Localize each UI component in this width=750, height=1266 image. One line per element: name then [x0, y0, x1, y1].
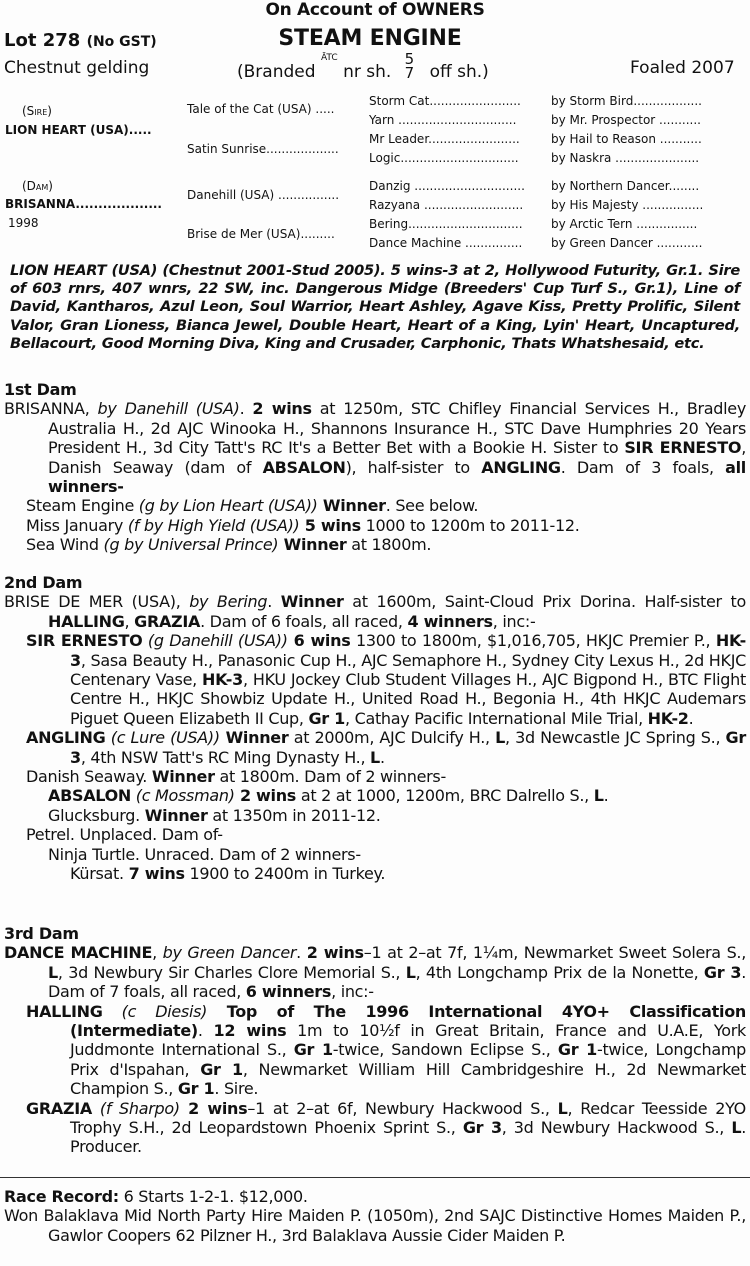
brand-mark-icon: ĀTC — [320, 53, 338, 63]
race-record-summary: Race Record: 6 Starts 1-2-1. $12,000. — [4, 1187, 308, 1206]
horse-name: STEAM ENGINE — [278, 26, 462, 51]
ggp-name: Mr Leader........................ — [369, 132, 520, 146]
third-dam-section — [4, 924, 746, 1157]
foaled-year: Foaled 2007 — [630, 58, 735, 78]
brand-info — [237, 50, 489, 86]
brand-prefix: (Branded — [237, 62, 316, 82]
ggp-by: by Arctic Tern ................ — [551, 217, 698, 231]
dam-label: (Dam) — [22, 179, 53, 193]
progeny-entry: Danish Seaway. Winner at 1800m. Dam of 2 winners- — [26, 767, 446, 787]
progeny-entry: Petrel. Unplaced. Dam of- — [26, 825, 223, 845]
brand-near-side: nr sh. — [343, 62, 392, 82]
dam-year: 1998 — [8, 216, 39, 230]
dam-paragraph: BRISANNA, by Danehill (USA). 2 wins at 1250m, STC Chifley Financial Services H., Bradley Australia H., 2d AJC Winooka H., Shannons Insurance H., STC Dave Humphries 20 Years President H., 3d City Tatt's RC It's a Better Bet with a Bookie H. Sister to SIR ERNESTO, Danish Seaway (dam of ABSALON), half-sister to ANGLING. Dam of 3 foals, all winners- — [4, 399, 746, 497]
ggp-name: Storm Cat........................ — [369, 94, 521, 108]
foal-entry: Miss January (f by High Yield (USA)) 5 wins 1000 to 1200m to 2011-12. — [26, 515, 580, 535]
pedigree-table — [0, 90, 750, 255]
first-dam-section — [4, 380, 746, 555]
section-heading: 1st Dam — [4, 380, 77, 399]
ggp-name: Yarn ............................... — [369, 113, 517, 127]
ggp-by: by Green Dancer ............ — [551, 236, 703, 250]
ggp-by: by Naskra ...................... — [551, 151, 700, 165]
sire-name: LION HEART (USA)..... — [5, 123, 152, 137]
sire-label: (Sire) — [22, 104, 52, 118]
progeny-entry: Glucksburg. Winner at 1350m in 2011-12. — [48, 805, 381, 825]
race-record-details: Won Balaklava Mid North Party Hire Maiden P. (1050m), 2nd SAJC Distinctive Homes Maiden P., Gawlor Coopers 62 Pilzner H., 3rd Balaklava Aussie Cider Maiden P. — [4, 1206, 746, 1245]
progeny-entry: SIR ERNESTO (g Danehill (USA)) 6 wins 1300 to 1800m, $1,016,705, HKJC Premier P., HK-3, Sasa Beauty H., Panasonic Cup H., AJC Semaphore H., Sydney City Lexus H., 2d HKJC Centenary Vase, HK-3, HKU Jockey Club Student Villages H., AJC Bigpond H., BTC Flight Centre H., HKJC Showbiz Update H., United Road H., Begonia H., 4th HKJC Audemars Piguet Queen Elizabeth II Cup, Gr 1, Cathay Pacific International Mile Trial, HK-2. — [26, 631, 746, 728]
progeny-entry: HALLING (c Diesis) Top of The 1996 International 4YO+ Classification (Intermediate). 12 wins 1m to 10½f in Great Britain, France and U.A.E, York Juddmonte International S., Gr 1-twice, Sandown Eclipse S., Gr 1-twice, Longchamp Prix d'Ispahan, Gr 1, Newmarket William Hill Cambridgeshire H., 2d Newmarket Champion S., Gr 1. Sire. — [26, 1001, 747, 1099]
grandsire-maternal: Danehill (USA) ................ — [187, 188, 340, 202]
ggp-by: by Mr. Prospector ........... — [551, 113, 701, 127]
brand-off-side: off sh.) — [429, 62, 489, 82]
progeny-entry: Kürsat. 7 wins 1900 to 2400m in Turkey. — [70, 864, 386, 884]
ggp-by: by Storm Bird.................. — [551, 94, 702, 108]
dam-name: BRISANNA................... — [5, 197, 162, 211]
ggp-name: Bering.............................. — [369, 217, 523, 231]
race-record-section — [4, 1187, 746, 1245]
grandsire-paternal: Tale of the Cat (USA) ..... — [187, 102, 335, 116]
ggp-name: Razyana .......................... — [369, 198, 524, 212]
dam-paragraph: BRISE DE MER (USA), by Bering. Winner at 1600m, Saint-Cloud Prix Dorina. Half-sister to HALLING, GRAZIA. Dam of 6 foals, all raced, 4 winners, inc:- — [4, 592, 746, 631]
ggp-by: by His Majesty ................ — [551, 198, 704, 212]
lot-label: Lot 278 — [4, 30, 81, 51]
foal-entry: Sea Wind (g by Universal Prince) Winner at 1800m. — [26, 535, 432, 555]
ggp-by: by Northern Dancer........ — [551, 179, 700, 193]
sire-statistics: LION HEART (USA) (Chestnut 2001-Stud 2005). 5 wins-3 at 2, Hollywood Futurity, Gr.1. Sire of 603 rnrs, 407 wnrs, 22 SW, inc. Dangerous Midge (Breeders' Cup Turf S., Gr.1), Line of David, Kantharos, Azul Leon, Soul Warrior, Heart Ashley, Agave Kiss, Pretty Prolific, Silent Valor, Gran Lioness, Bianca Jewel, Double Heart, Heart of a King, Lyin' Heart, Uncaptured, Bellacourt, Good Morning Diva, King and Crusader, Carphonic, Thats Whatshesaid, etc. — [10, 262, 740, 352]
section-heading: 3rd Dam — [4, 924, 79, 943]
horse-description: Chestnut gelding — [4, 58, 150, 78]
gst-note: (No GST) — [86, 34, 157, 50]
second-dam-section — [4, 573, 746, 884]
account-header: On Account of OWNERS — [265, 0, 485, 20]
progeny-entry: ANGLING (c Lure (USA)) Winner at 2000m, AJC Dulcify H., L, 3d Newcastle JC Spring S., Gr 3, 4th NSW Tatt's RC Ming Dynasty H., L. — [26, 728, 746, 767]
dam-paragraph: DANCE MACHINE, by Green Dancer. 2 wins–1 at 2–at 7f, 1¼m, Newmarket Sweet Solera S., L, 3d Newbury Sir Charles Clore Memorial S., L, 4th Longchamp Prix de la Nonette, Gr 3. Dam of 7 foals, all raced, 6 winners, inc:- — [4, 943, 747, 1002]
ggp-name: Danzig ............................. — [369, 179, 525, 193]
progeny-entry: GRAZIA (f Sharpo) 2 wins–1 at 2–at 6f, Newbury Hackwood S., L, Redcar Teesside 2YO Trophy S.H., 2d Leopardstown Phoenix Sprint S., Gr 3, 3d Newbury Hackwood S., L. Producer. — [26, 1098, 747, 1157]
foal-entry: Steam Engine (g by Lion Heart (USA)) Winner. See below. — [26, 496, 479, 516]
ggp-name: Logic............................... — [369, 151, 519, 165]
granddam-paternal: Satin Sunrise................... — [187, 142, 339, 156]
progeny-entry: Ninja Turtle. Unraced. Dam of 2 winners- — [48, 844, 361, 864]
brand-off-fraction: 5 7 — [404, 50, 415, 82]
divider — [0, 1177, 750, 1178]
ggp-name: Dance Machine ............... — [369, 236, 523, 250]
granddam-maternal: Brise de Mer (USA)......... — [187, 227, 335, 241]
ggp-by: by Hail to Reason ........... — [551, 132, 702, 146]
section-heading: 2nd Dam — [4, 573, 83, 592]
progeny-entry: ABSALON (c Mossman) 2 wins at 2 at 1000, 1200m, BRC Dalrello S., L. — [48, 786, 609, 806]
